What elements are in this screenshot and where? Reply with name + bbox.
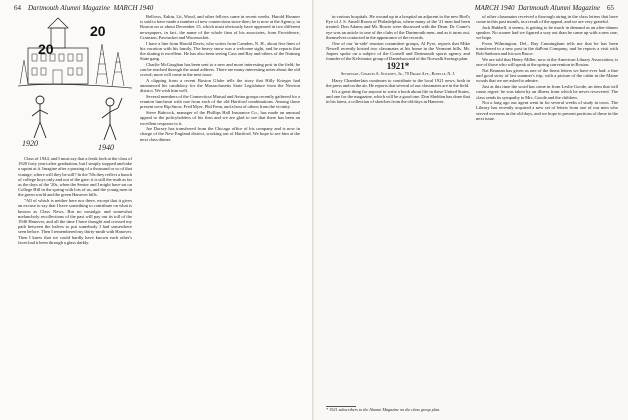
paragraph: Harry Chamberlain continues to contribute to the local 1921 news, both in the press and on the air. He reports that several of our classmates are in the field. [326, 77, 470, 88]
paragraph: From Wilmington, Del., Ray Cunningham tells me that he has been transferred to a new post in the duPont Company, and he reports a visit with Bob Sanborn and his son Bruce. [476, 41, 618, 57]
paragraph: A clipping from a recent Boston Globe tells the story that Hilly Krieger had announced his candidacy for the Massachusetts State Legislature from the Newton district. We wish him well. [140, 77, 300, 94]
paragraph: Just at this time the word has come in from Leslie Goode, an item that will cause regret: he was taken by an illness from which he never recovered. The class sends its sympathy to Mrs. Goode and the children. [476, 84, 618, 100]
paragraph: Bellows, Eakin, Lit, Wood, and other fellows came in recent weeks. Harold Hosmer is said to have made a number of new connections since then; he is now at the Agency, in Boston on or about December 15, which must obviously have appeared in two different newspapers, in fact, the name of the whole firm of his associates, from Providence, Cranston, Pawtucket and Woonsocket. [140, 14, 300, 40]
illus-year-right: 1940 [98, 143, 114, 152]
paragraph: of other classmates received a thorough airing in the class letters that have come in this past month, as a result of the appeal, and we are very grateful. [476, 14, 618, 25]
paragraph: Nat Beaman has given us one of the finest letters we have ever had: a fine and good story of last summer's trip, with a picture of the cabin in the Maine woods that we are asked to admire. [476, 68, 618, 84]
paragraph: Charlie McGaughan has been sent to a new and more interesting post in the field; he can be reached through the usual address. There are many interesting notes about the old crowd; more will come in the next issue. [140, 61, 300, 78]
class-section-heading: 1921* [386, 61, 410, 72]
paragraph: "All of which is neither here nor there, except that it gives an excuse to say that I have something to contribute on what is known as Class News. But no nostalgic and somewhat melancholy recollections of the past will pay out its toll of the 1940 Hanover, and all the time I have thought and crossed my path between the halves to put somebody I had somewhere seen before. Then I remembered my thirty-ninth with Hanover. Then I knew that we could hardly have known each other's faces had it been through a glass darkly. [18, 198, 132, 245]
left-column-2 [140, 14, 300, 414]
class-secretary-line: Secretary, Charles A. Stickney, Jr., 70 Drake Ave., Roselle, N. J. [340, 70, 456, 76]
left-running-head [14, 4, 153, 12]
left-column-1 [18, 156, 132, 414]
paragraph: in various hospitals. He wound up in a hospital on adjacent to the new Bird's Eye of J. S. Ansell Room of Philadelphia, where many of the '21 men had been treated. Don Adams and Mr. Bowie were discussed with the Dean. Dr. Crane's eye was an article to one of the clubs of the Dartmouth men, and as it turns out, themselves contacted in the appearance of the records. [326, 14, 470, 40]
paragraph: Class of 1944, and I must say that a freak look at the class of 1920 forty years after graduation, but I simply stopped and take a squint at it. Imagine after a passing of a thousand or so of that vintage, where will they be still? In the '50s they reflect a bunch of college boys only and out of the gate; it is still the truth as far as the days of the '20s, when the Senior and I might have sat on College Hill in the spring with lots of us, and the young men in the green world and the green Hanover hills. [18, 156, 132, 198]
footnote: * 1921 subscribers to the Alumni Magazine on the class group plan. [326, 407, 441, 412]
paragraph: Steve Babcock, manager of the Phillips Hall Insurance Co., has made an unusual appeal to the policyholders of his firm and we are glad to see that there has been an excellent response to it. [140, 110, 300, 126]
right-running-head [475, 4, 614, 12]
right-column-2 [476, 14, 618, 414]
right-month: MARCH 1940 [474, 4, 515, 12]
paragraph: Jack Hubbell, it seems, is getting to be much in demand as an after-dinner speaker. No sooner had we figured a way out than he came up with a new one, we hope. [476, 24, 618, 41]
paragraph: It's a great thing for anyone to write a book about life in these United States, and one for the magazine, which will be a good one. Don Sheldon has done that in his latest, a collection of sketches from the old days in Hanover. [326, 88, 470, 105]
paragraph: Joe Dorsey has transferred from the Chicago office of his company and is now in charge of the New England district, working out of Hartford. We hope to see him at the next class dinner. [140, 126, 300, 142]
right-column-1 [326, 14, 470, 406]
right-page [314, 0, 628, 420]
right-page-number: 65 [607, 4, 614, 12]
illus-label-right: 20 [90, 23, 106, 39]
class-illustration [18, 14, 132, 154]
illus-year-left: 1920 [22, 139, 38, 148]
paragraph: I have a line from Harold Davis, who writes from Camden, N. H., about five lines of his vacation with his family. The heavy snow was a welcome sight, and he reports that the skating is excellent. He has also been seeing Cass and Ray and others of the Nutmeg State gang. [140, 40, 300, 62]
paragraph: One of our 'in-side' reunion committee groups, Al Fyre, reports that Mike Newell recently hosted two classmates at his home in the Vermont hills. Mr. Jaques spoke on a subject of the Cornell and Dartmouth sports agency and founder of the Kelvinator group of Danielson and of the Norwalk Savings plan. [326, 40, 470, 62]
paragraph: We are told that Henry Miller, now at the American Library Association, is one of those who will speak at the spring convention in Boston. [476, 57, 618, 68]
paragraph: Several members of the Connecticut Mutual and Aetna groups recently gathered for a reunion luncheon with one from each of the old Hartford combinations. Among those present were Rip Snow, Fred Myer, Phil Fenn, and a host of others from the vicinity. [140, 94, 300, 110]
paragraph: Not a long ago our agent went in for several weeks of study in town. The Library has recently acquired a new set of letters from one of our men who served overseas in the old days, and we hope to present portions of these in the next issue. [476, 100, 618, 121]
left-month: MARCH 1940 [113, 4, 154, 12]
left-magazine-title: Dartmouth Alumni Magazine [28, 4, 110, 12]
left-page-number: 64 [14, 4, 21, 12]
right-magazine-title: Dartmouth Alumni Magazine [518, 4, 600, 12]
illus-label-left: 20 [38, 41, 54, 57]
